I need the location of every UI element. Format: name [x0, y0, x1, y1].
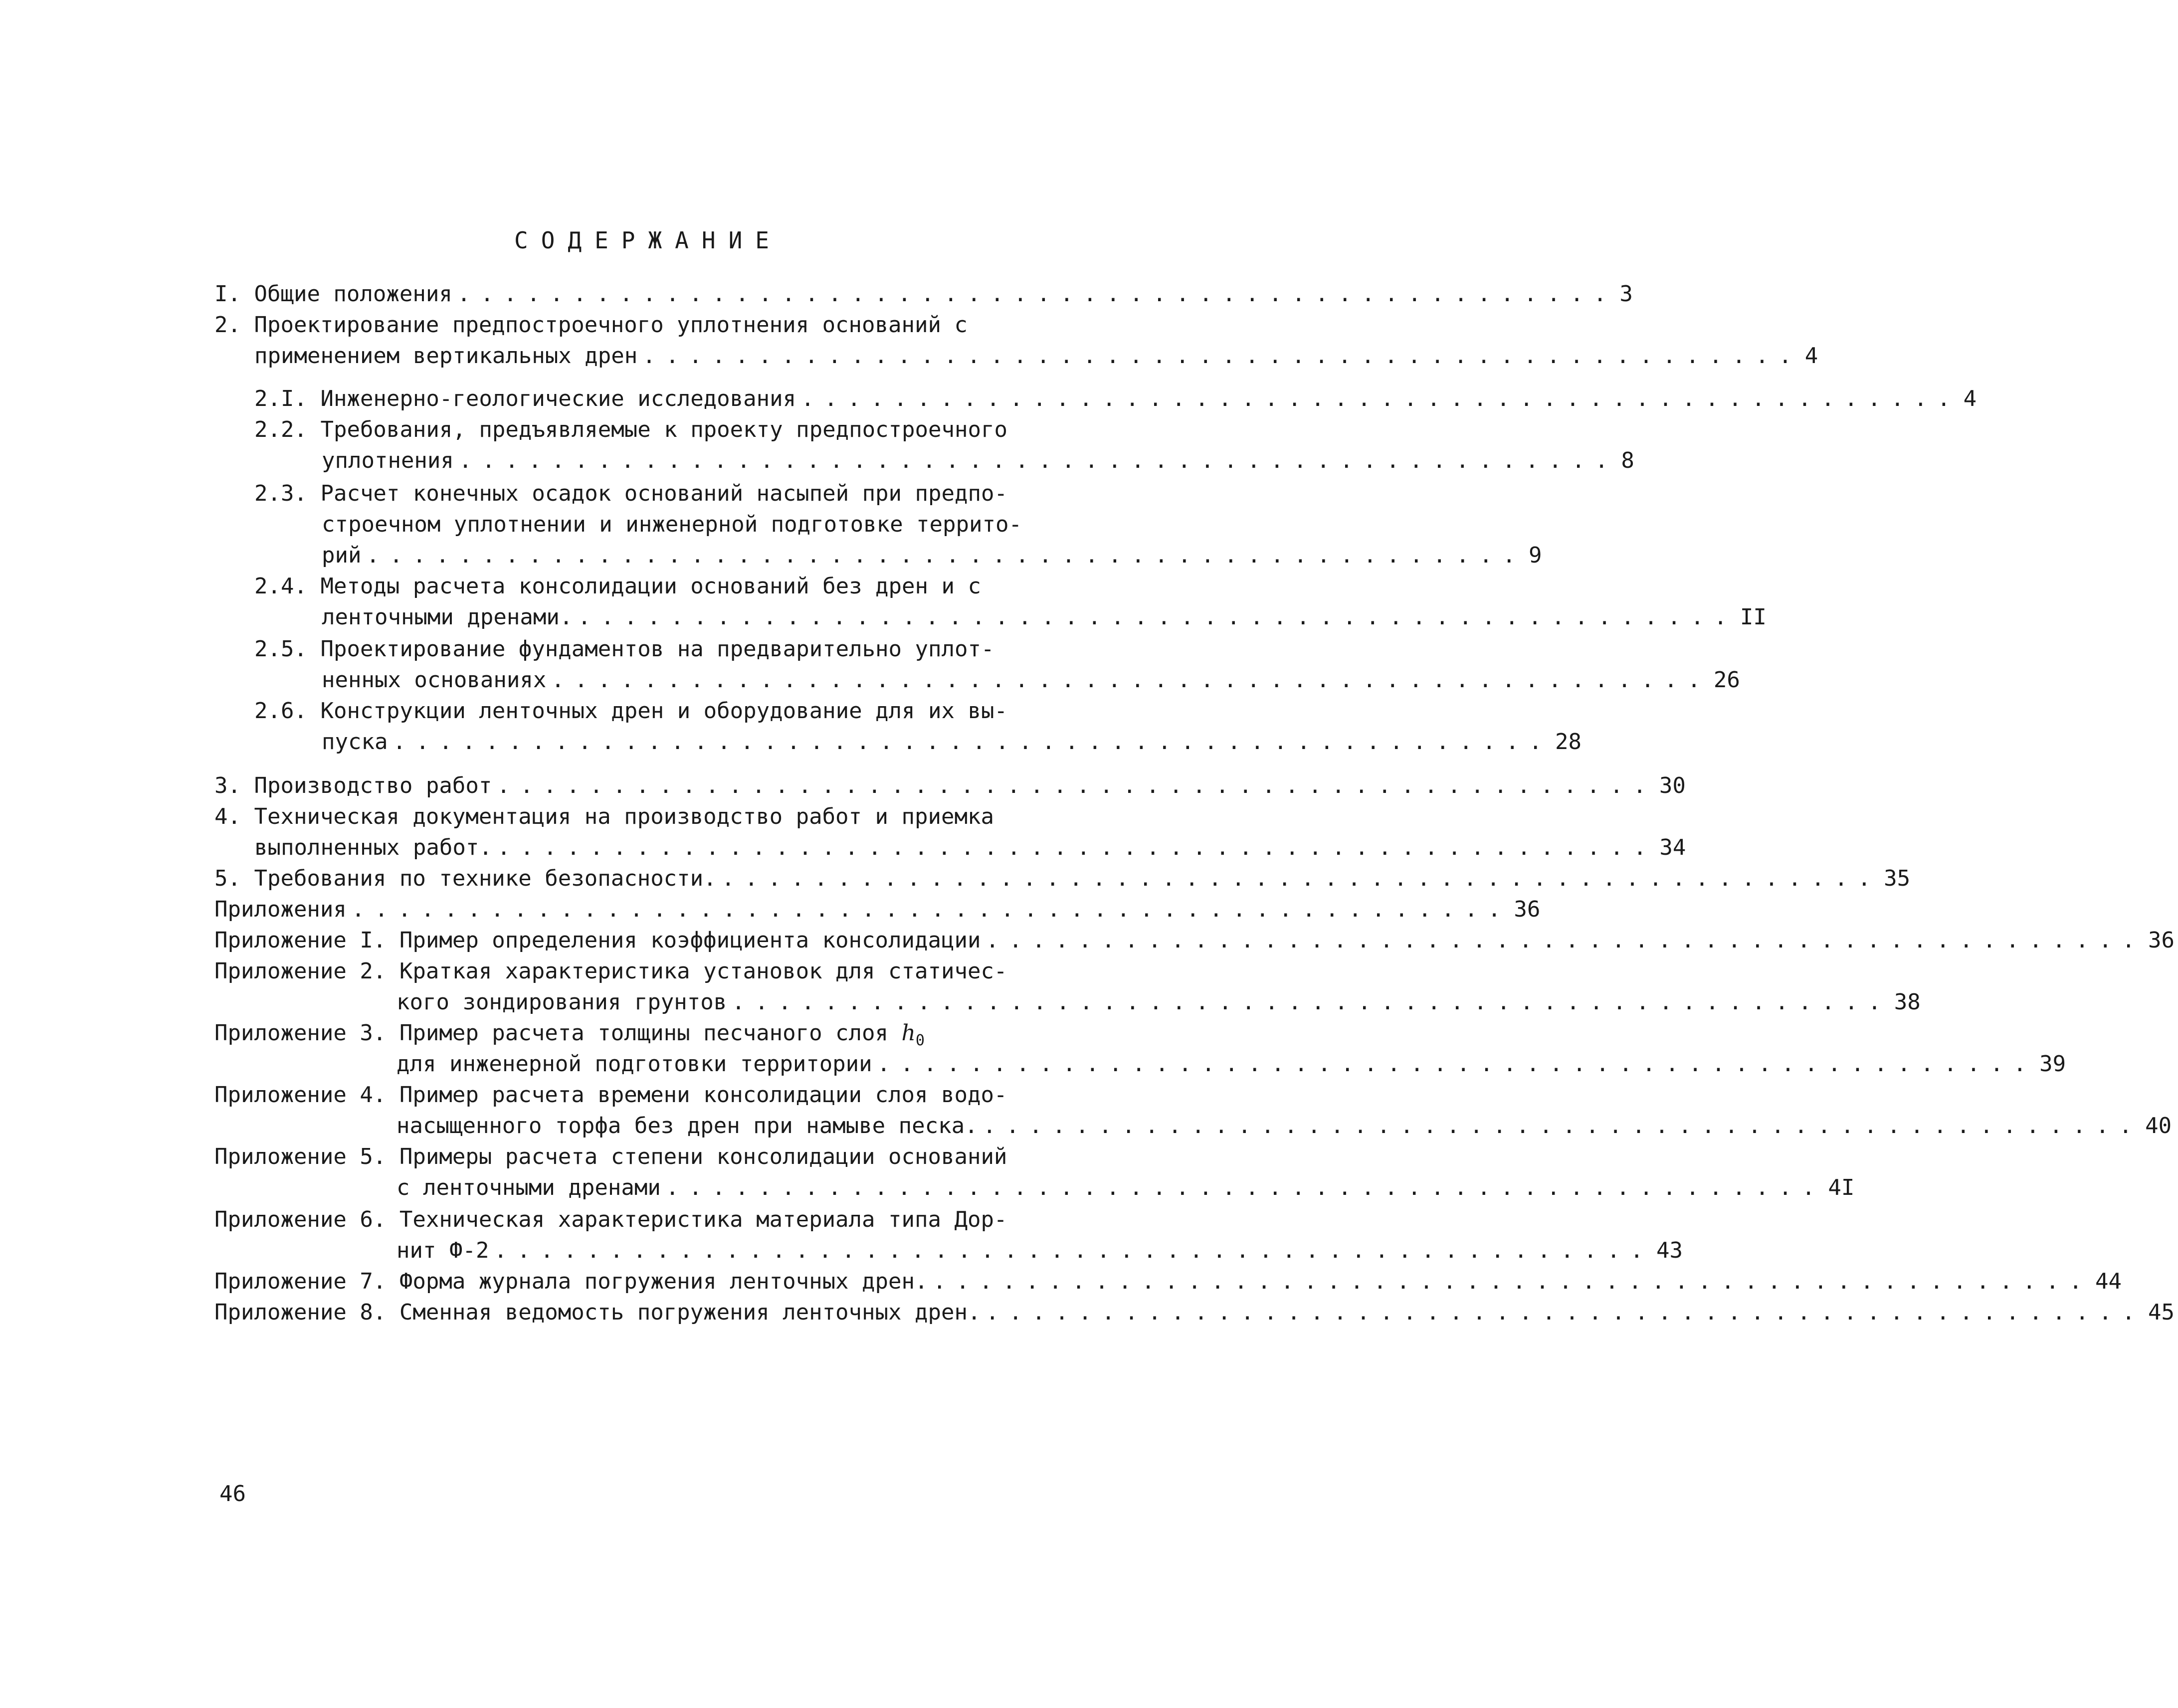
- toc-entry-1: I. Общие положения .................................................. 3: [214, 279, 1037, 309]
- toc-entry-3: 3. Производство работ .................................................. 30: [214, 771, 1047, 801]
- toc-entry-4-cont: выполненных работ. .................................................. 34: [254, 833, 1047, 863]
- page-ref: II: [1740, 604, 1767, 630]
- page-ref: 4: [1804, 343, 1818, 369]
- toc-entry-appendix-5-cont: с ленточными дренами .................................................. 4I: [396, 1173, 1047, 1203]
- page-ref: 30: [1659, 773, 1686, 798]
- toc-entry-appendix-2: Приложение 2. Краткая характеристика установок для статичес-: [214, 958, 1007, 984]
- page-ref: 9: [1529, 543, 1542, 568]
- toc-entry-appendices: Приложения .................................................. 36: [214, 895, 1047, 925]
- page-ref: 44: [2095, 1269, 2122, 1294]
- toc-entry-2-1: 2.I. Инженерно-геологические исследования .................................................. 4: [254, 384, 1047, 414]
- toc-entry-2-2: 2.2. Требования, предъявляемые к проекту предпостроечного: [254, 417, 1007, 442]
- page-number: 46: [219, 1481, 246, 1507]
- toc-entry-2-3-cont: строечном уплотнении и инженерной подготовке террито-: [322, 512, 1022, 537]
- toc-entry-5: 5. Требования по технике безопасности. .................................................. 35: [214, 864, 1047, 894]
- toc-entry-2: 2. Проектирование предпостроечного уплотнения оснований с: [214, 312, 968, 338]
- toc-entry-appendix-8: Приложение 8. Сменная ведомость погружения ленточных дрен. .................................................. 45: [214, 1298, 1047, 1328]
- toc-entry-2-2-cont: уплотнения .................................................. 8: [322, 446, 1037, 476]
- page-ref: 35: [1884, 866, 1911, 891]
- toc-entry-2-5: 2.5. Проектирование фундаментов на предварительно уплот-: [254, 636, 994, 662]
- toc-entry-appendix-3-cont: для инженерной подготовки территории .................................................. 39: [396, 1049, 1047, 1079]
- toc-entry-2-3: 2.3. Расчет конечных осадок оснований насыпей при предпо-: [254, 481, 1007, 506]
- page-ref: 38: [1894, 989, 1921, 1015]
- toc-entry-2-3-cont2: рий .................................................. 9: [322, 541, 1037, 570]
- toc-entry-2-6-cont: пуска .................................................. 28: [322, 727, 1047, 757]
- page-ref: 4: [1963, 386, 1977, 411]
- toc-entry-appendix-6-cont: нит Ф-2 .................................................. 43: [396, 1236, 1047, 1266]
- page-ref: 36: [2148, 928, 2175, 953]
- toc-entry-appendix-1: Приложение I. Пример определения коэффициента консолидации .................................................. 36: [214, 926, 1047, 955]
- page-title: СОДЕРЖАНИЕ: [514, 227, 782, 254]
- page-ref: 45: [2148, 1300, 2175, 1325]
- toc-entry-appendix-2-cont: кого зондирования грунтов .................................................. 38: [396, 987, 1047, 1017]
- toc-entry-appendix-3: Приложение 3. Пример расчета толщины песчаного слоя $h_0$: [214, 1020, 925, 1049]
- page-ref: 3: [1619, 281, 1633, 307]
- toc-entry-appendix-4: Приложение 4. Пример расчета времени консолидации слоя водо-: [214, 1082, 1007, 1108]
- toc-entry-2-cont: применением вертикальных дрен .................................................. 4: [254, 341, 1047, 371]
- page-ref: 4I: [1828, 1175, 1855, 1200]
- page-ref: 43: [1656, 1238, 1683, 1263]
- page-ref: 34: [1659, 835, 1686, 860]
- page-ref: 36: [1514, 897, 1541, 922]
- toc-entry-appendix-7: Приложение 7. Форма журнала погружения ленточных дрен. .................................................. 44: [214, 1267, 1047, 1297]
- toc-entry-2-4: 2.4. Методы расчета консолидации оснований без дрен и с: [254, 573, 981, 599]
- toc-entry-appendix-5: Приложение 5. Примеры расчета степени консолидации оснований: [214, 1144, 1007, 1169]
- toc-entry-2-5-cont: ненных основаниях .................................................. 26: [322, 665, 1047, 695]
- toc-entry-appendix-6: Приложение 6. Техническая характеристика материала типа Дор-: [214, 1207, 1007, 1232]
- page-ref: 26: [1713, 667, 1740, 693]
- page-ref: 28: [1555, 729, 1582, 755]
- toc-entry-2-4-cont: ленточными дренами. .................................................. II: [322, 602, 1047, 632]
- page-ref: 8: [1621, 448, 1634, 473]
- page-ref: 40: [2145, 1113, 2172, 1139]
- toc-entry-2-6: 2.6. Конструкции ленточных дрен и оборудование для их вы-: [254, 698, 1007, 724]
- toc-entry-appendix-4-cont: насыщенного торфа без дрен при намыве песка. .................................................. 40: [396, 1111, 1047, 1141]
- page-ref: 39: [2039, 1051, 2066, 1077]
- toc-entry-4: 4. Техническая документация на производство работ и приемка: [214, 804, 994, 829]
- formula-symbol: h: [901, 1020, 916, 1046]
